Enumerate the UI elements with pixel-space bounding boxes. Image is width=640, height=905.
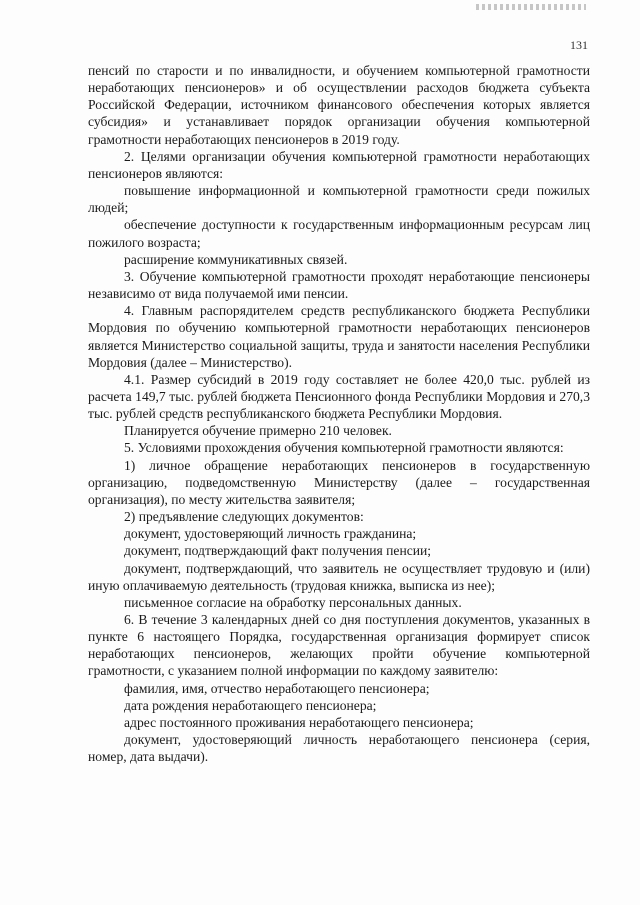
paragraph-goal-1: повышение информационной и компьютерной грамотности среди пожилых людей; [88,183,590,216]
paragraph-continuation: пенсий по старости и по инвалидности, и обучением компьютерной грамотности неработающих пенсионеров» и об осуществлении расходов бюджета субъекта Российской Федерации, источником финансового обеспечения которых является субсидия» и устанавливает порядок организации обучения компьютерной грамотности неработающих пенсионеров в 2019 году. [88,63,590,147]
paragraph-item-2: 2. Целями организации обучения компьютерной грамотности неработающих пенсионеров являются: [88,148,590,181]
paragraph-document-identity: документ, удостоверяющий личность гражданина; [124,526,417,542]
page-number: 131 [570,38,588,52]
paragraph-item-6: 6. В течение 3 календарных дней со дня поступления документов, указанных в пункте 6 настоящего Порядка, государственная организация формирует список неработающих пенсионеров, желающих пройти обучение компьютерной грамотности, с указанием полной информации по каждому заявителю: [88,612,590,679]
paragraph-field-birthdate: дата рождения неработающего пенсионера; [124,697,377,713]
paragraph-item-4-1: 4.1. Размер субсидий в 2019 году составляет не более 420,0 тыс. рублей из расчета 149,7 тыс. рублей бюджета Пенсионного фонда Республики Мордовия и 270,3 тыс. рублей средств республиканского бюджета Республики Мордовия. [88,371,590,422]
paragraph-document-pension: документ, подтверждающий факт получения пенсии; [124,543,432,559]
paragraph-goal-2: обеспечение доступности к государственным информационным ресурсам лиц пожилого возраста; [88,217,590,250]
paragraph-item-5: 5. Условиями прохождения обучения компьютерной грамотности являются: [124,440,564,456]
paragraph-condition-2: 2) предъявление следующих документов: [124,509,364,525]
paragraph-document-consent: письменное согласие на обработку персональных данных. [124,594,462,610]
paragraph-planned-count: Планируется обучение примерно 210 человек. [124,423,392,439]
paragraph-field-name: фамилия, имя, отчество неработающего пенсионера; [124,680,430,696]
paragraph-goal-3: расширение коммуникативных связей. [124,251,348,267]
paragraph-condition-1: 1) личное обращение неработающих пенсионеров в государственную организацию, подведомственную Министерству (далее – государственная организация), по месту жительства заявителя; [88,457,590,507]
paragraph-item-3: 3. Обучение компьютерной грамотности проходят неработающие пенсионеры независимо от вида получаемой ими пенсии. [88,268,590,302]
paragraph-document-employment: документ, подтверждающий, что заявитель не осуществляет трудовую и (или) иную оплачиваемую деятельность (трудовая книжка, выписка из нее); [88,560,590,593]
paragraph-item-4: 4. Главным распорядителем средств республиканского бюджета Республики Мордовия по обучению компьютерной грамотности неработающих пенсионеров является Министерство социальной защиты, труда и занятости населения Республики Мордовия (далее – Министерство). [88,303,590,370]
paragraph-field-id-document: документ, удостоверяющий личность неработающего пенсионера (серия, номер, дата выдачи). [88,732,590,765]
paragraph-field-address: адрес постоянного проживания неработающего пенсионера; [124,714,474,730]
scan-artifact [476,4,586,10]
document-body [88,62,590,765]
